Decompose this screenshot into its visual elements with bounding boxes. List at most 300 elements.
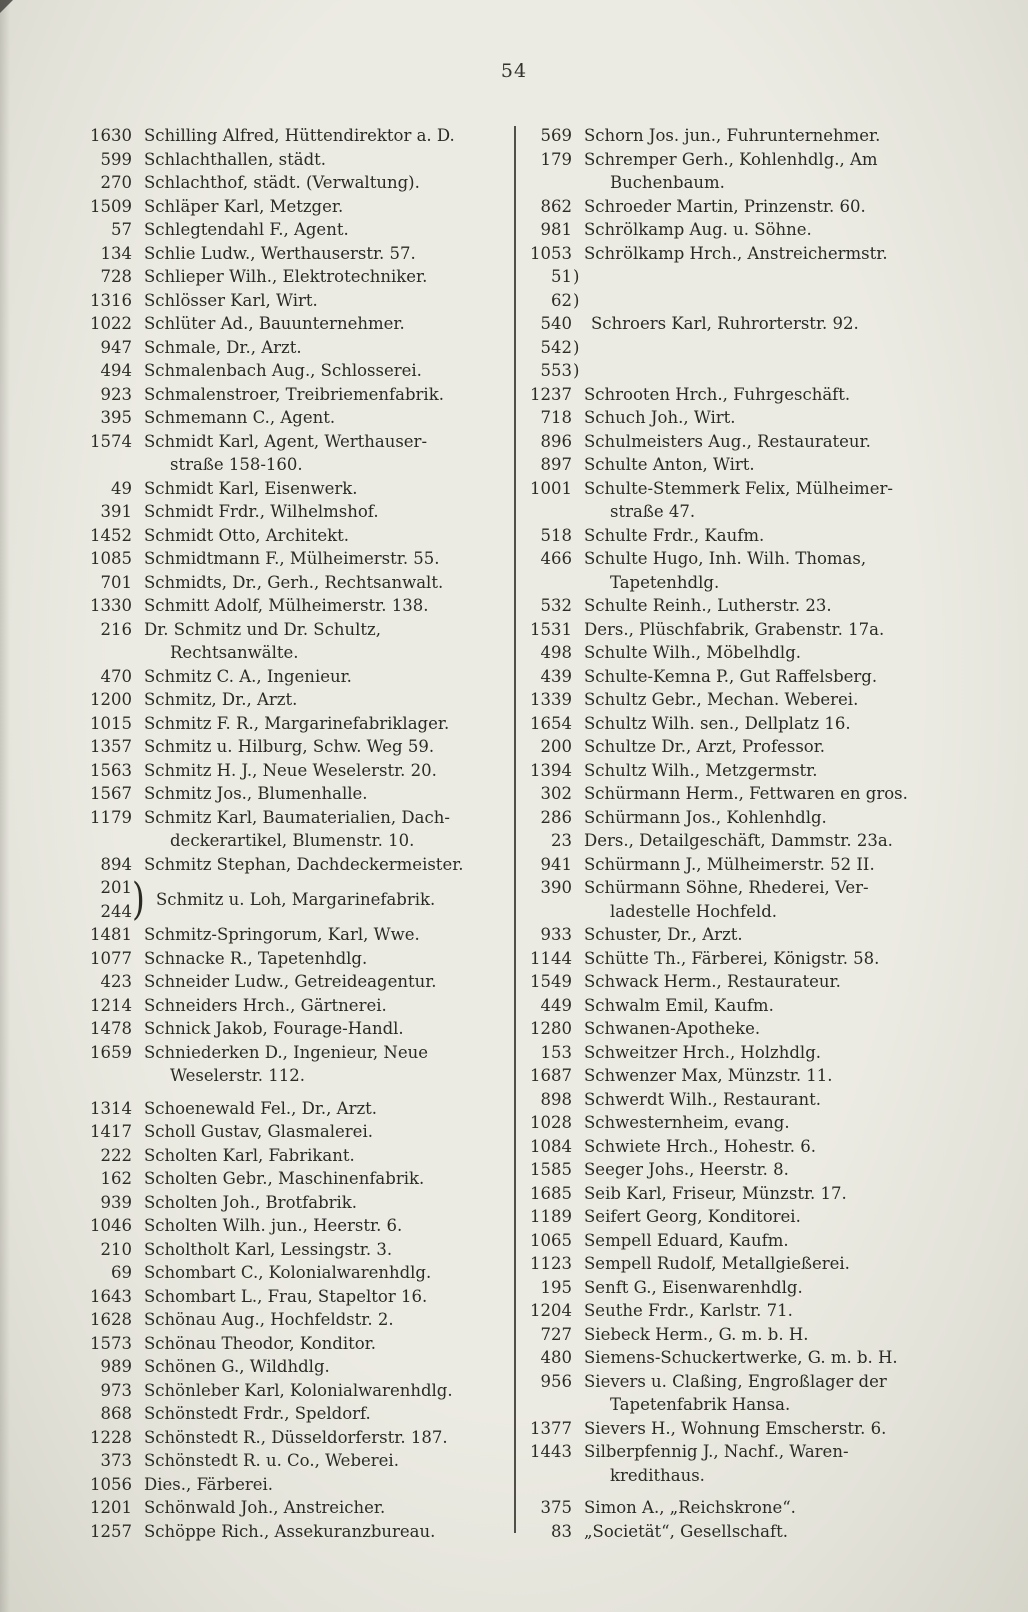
entry-number: 1257	[90, 1521, 132, 1541]
entry-text: Schniederken D., Ingenieur, Neue	[144, 1042, 428, 1062]
entry-text: „Societät“, Gesellschaft.	[584, 1521, 788, 1541]
directory-entry	[524, 876, 1002, 900]
directory-entry	[84, 1167, 512, 1191]
directory-entry	[84, 712, 512, 736]
directory-entry	[84, 336, 512, 360]
brace-mark	[572, 876, 584, 900]
directory-entry	[84, 359, 512, 383]
entry-text: Schlegtendahl F., Agent.	[144, 220, 349, 239]
section-gap	[84, 1088, 512, 1097]
entry-text: Schroers Karl, Ruhrorterstr. 92.	[591, 314, 859, 333]
entry-text: Schläper Karl, Metzger.	[144, 196, 344, 216]
brace-mark	[572, 383, 584, 407]
entry-number	[524, 1393, 572, 1417]
brace-mark	[572, 1393, 584, 1417]
directory-entry	[524, 1182, 1002, 1206]
entry-number: 1628	[90, 1310, 132, 1329]
entry-text: Schultz Wilh. sen., Dellplatz 16.	[584, 713, 851, 733]
directory-entry	[524, 477, 1002, 501]
entry-text: Schönstedt R. u. Co., Weberei.	[144, 1451, 399, 1470]
entry-text: Weselerstr. 112.	[170, 1066, 305, 1085]
entry-number: 391	[100, 502, 132, 521]
directory-entry	[524, 1135, 1002, 1159]
directory-entry	[524, 312, 1002, 336]
entry-text	[584, 289, 1002, 313]
entry-number: 1201	[90, 1498, 132, 1517]
entry-text: Schönstedt R., Düsseldorferstr. 187.	[144, 1427, 448, 1447]
directory-entry	[84, 970, 512, 994]
entry-number: 1659	[90, 1042, 132, 1062]
entry-number: 1563	[90, 760, 132, 780]
directory-entry	[84, 171, 512, 195]
brace-mark	[132, 1496, 144, 1520]
directory-entry	[84, 829, 512, 853]
entry-number: 498	[540, 643, 572, 662]
brace-mark	[132, 1214, 144, 1238]
brace-mark	[572, 829, 584, 853]
entry-number	[84, 453, 132, 477]
entry-text: Schneiders Hrch., Gärtnerei.	[144, 995, 387, 1015]
directory-entry	[84, 1308, 512, 1332]
brace-mark	[572, 688, 584, 712]
entry-number: 62	[551, 290, 572, 310]
entry-text: Schmidt Frdr., Wilhelmshof.	[144, 502, 379, 521]
entry-number: 897	[540, 455, 572, 474]
directory-entry	[84, 218, 512, 242]
directory-entry	[524, 195, 1002, 219]
entry-text: Seuthe Frdr., Karlstr. 71.	[584, 1301, 793, 1320]
entry-text: Schöppe Rich., Assekuranzbureau.	[144, 1521, 436, 1541]
entry-number: 973	[100, 1380, 132, 1400]
brace-mark	[572, 970, 584, 994]
directory-entry	[524, 900, 1002, 924]
directory-entry	[524, 1323, 1002, 1347]
brace-mark	[132, 547, 144, 571]
entry-text: Schmidt Karl, Agent, Werthauser-	[144, 431, 428, 451]
directory-entry	[524, 759, 1002, 783]
entry-number: 981	[540, 220, 572, 239]
brace-mark	[132, 359, 144, 383]
entry-text: Schneider Ludw., Getreideagentur.	[144, 972, 437, 991]
directory-entry	[84, 1120, 512, 1144]
entry-text: Schombart C., Kolonialwarenhdlg.	[144, 1263, 432, 1282]
entry-text: Schultz Gebr., Mechan. Weberei.	[584, 690, 859, 709]
entry-text: Schmitz F. R., Margarinefabriklager.	[144, 713, 450, 733]
directory-entry	[524, 1393, 1002, 1417]
entry-text: Schwiete Hrch., Hohestr. 6.	[584, 1136, 816, 1156]
entry-number: 494	[100, 361, 132, 380]
entry-number	[84, 1064, 132, 1088]
entry-text: Schmitz, Dr., Arzt.	[144, 690, 298, 709]
entry-number: 1687	[530, 1066, 572, 1085]
entry-number: 153	[540, 1042, 572, 1062]
entry-number: 1478	[90, 1019, 132, 1038]
entry-text: Schorn Jos. jun., Fuhrunternehmer.	[584, 126, 881, 145]
entry-number: 69	[111, 1263, 132, 1282]
directory-entry	[524, 1417, 1002, 1441]
directory-entry	[524, 406, 1002, 430]
directory-entry	[524, 265, 1002, 289]
directory-entry	[524, 359, 1002, 383]
brace-mark	[132, 1017, 144, 1041]
brace-mark	[572, 806, 584, 830]
entry-number: 1567	[90, 784, 132, 803]
brace-mark	[572, 406, 584, 430]
directory-entry	[524, 1496, 1002, 1520]
directory-entry	[84, 1473, 512, 1497]
entry-text	[584, 359, 1002, 383]
brace-mark	[572, 665, 584, 689]
entry-number: 1452	[90, 525, 132, 545]
entry-number: 270	[100, 173, 132, 192]
entry-text: Schmidt Karl, Eisenwerk.	[144, 478, 358, 498]
directory-entry	[84, 312, 512, 336]
brace-mark: )	[573, 290, 580, 310]
entry-number: 1237	[530, 384, 572, 404]
entry-text: Schönstedt Frdr., Speldorf.	[144, 1404, 371, 1423]
entry-text: Schulte Wilh., Möbelhdlg.	[584, 643, 802, 662]
directory-entry	[524, 594, 1002, 618]
entry-text: Schoenewald Fel., Dr., Arzt.	[144, 1098, 378, 1118]
entry-number: 956	[540, 1371, 572, 1391]
brace-mark	[132, 688, 144, 712]
directory-entry	[524, 994, 1002, 1018]
entry-text: Schmidt Otto, Architekt.	[144, 525, 349, 545]
directory-entry	[524, 289, 1002, 313]
brace-mark	[132, 1473, 144, 1497]
entry-number: 1077	[90, 948, 132, 968]
entry-text: Tapetenhdlg.	[610, 572, 720, 592]
entry-text: Rechtsanwälte.	[170, 643, 299, 662]
brace-mark	[572, 524, 584, 548]
entry-number: 599	[100, 149, 132, 169]
entry-number: 1443	[530, 1442, 572, 1461]
entry-number	[524, 1464, 572, 1488]
entry-text: Schrölkamp Hrch., Anstreichermstr.	[584, 243, 888, 263]
directory-entry	[84, 124, 512, 148]
brace-mark	[572, 1182, 584, 1206]
entry-number: 1214	[90, 995, 132, 1015]
entry-number: 1022	[90, 314, 132, 333]
entry-number: 1685	[530, 1183, 572, 1203]
entry-number: 179	[540, 149, 572, 169]
brace-mark	[132, 735, 144, 759]
entry-text: Schulmeisters Aug., Restaurateur.	[584, 431, 871, 451]
entry-number: 51	[551, 267, 572, 286]
directory-entry	[84, 383, 512, 407]
brace-mark	[572, 1064, 584, 1088]
directory-entry	[524, 1252, 1002, 1276]
entry-number	[524, 571, 572, 595]
entry-number: 23	[551, 831, 572, 850]
entry-text: Dies., Färberei.	[144, 1474, 274, 1494]
brace-mark	[572, 594, 584, 618]
entry-number: 989	[100, 1357, 132, 1376]
entry-text: Schuster, Dr., Arzt.	[584, 925, 743, 944]
directory-entry	[84, 994, 512, 1018]
right-column	[524, 124, 1002, 1543]
entry-number: 933	[540, 925, 572, 944]
brace-mark: )	[573, 337, 580, 357]
entry-text: straße 47.	[610, 502, 696, 521]
entry-text: Schwesternheim, evang.	[584, 1113, 790, 1132]
brace-mark	[572, 1276, 584, 1300]
brace-mark	[572, 618, 584, 642]
directory-entry	[524, 1041, 1002, 1065]
directory-entry	[84, 735, 512, 759]
entry-text: Sempell Rudolf, Metallgießerei.	[584, 1254, 850, 1273]
entry-text: Senft G., Eisenwarenhdlg.	[584, 1277, 803, 1297]
brace-mark	[572, 782, 584, 806]
directory-entry	[84, 1238, 512, 1262]
entry-text: Silberpfennig J., Nachf., Waren-	[584, 1442, 849, 1461]
brace-mark	[572, 1417, 584, 1441]
brace-mark	[572, 1346, 584, 1370]
entry-number: 1123	[530, 1254, 572, 1273]
directory-entry	[84, 1144, 512, 1168]
entry-number	[524, 500, 572, 524]
entry-number: 1179	[90, 807, 132, 827]
brace-mark	[572, 1229, 584, 1253]
brace-mark	[132, 1520, 144, 1544]
entry-number: 1084	[530, 1136, 572, 1156]
entry-number: 1339	[530, 690, 572, 709]
entry-number: 244	[100, 901, 132, 921]
entry-number: 195	[540, 1277, 572, 1297]
brace-mark	[572, 853, 584, 877]
entry-number: 216	[100, 619, 132, 639]
brace-mark	[132, 1191, 144, 1215]
brace-mark	[132, 1261, 144, 1285]
directory-entry	[524, 1088, 1002, 1112]
entry-text: Siebeck Herm., G. m. b. H.	[584, 1324, 809, 1344]
directory-entry	[84, 500, 512, 524]
directory-entry	[84, 1402, 512, 1426]
entry-number: 286	[540, 807, 572, 827]
entry-number: 532	[540, 596, 572, 615]
entry-text: Schürmann Jos., Kohlenhdlg.	[584, 807, 827, 827]
entry-text: Seeger Johs., Heerstr. 8.	[584, 1160, 789, 1179]
directory-entry	[524, 1111, 1002, 1135]
directory-entry	[524, 500, 1002, 524]
entry-text: Sievers u. Claßing, Engroßlager der	[584, 1371, 887, 1391]
directory-entry	[84, 1520, 512, 1544]
page-number: 54	[500, 60, 528, 82]
entry-number: 83	[551, 1521, 572, 1541]
entry-text: Dr. Schmitz und Dr. Schultz,	[144, 619, 381, 639]
entry-text: Buchenbaum.	[610, 173, 725, 192]
directory-entry	[524, 665, 1002, 689]
directory-entry	[524, 336, 1002, 360]
brace-mark	[572, 1017, 584, 1041]
directory-entry	[84, 1449, 512, 1473]
directory-entry	[84, 1426, 512, 1450]
brace-mark	[132, 947, 144, 971]
brace-mark	[132, 195, 144, 219]
entry-number: 1056	[90, 1474, 132, 1494]
brace-mark	[132, 218, 144, 242]
brace-mark	[132, 594, 144, 618]
entry-text: Scholten Gebr., Maschinenfabrik.	[144, 1169, 425, 1188]
brace-mark	[132, 782, 144, 806]
directory-entry	[84, 759, 512, 783]
directory-entry	[84, 524, 512, 548]
directory-entry	[524, 1370, 1002, 1394]
directory-entry	[524, 1440, 1002, 1464]
directory-entry	[84, 1214, 512, 1238]
entry-text: Seib Karl, Friseur, Münzstr. 17.	[584, 1183, 847, 1203]
entry-text: Scholl Gustav, Glasmalerei.	[144, 1122, 373, 1141]
entry-text: Seifert Georg, Konditorei.	[584, 1207, 801, 1226]
directory-entry	[84, 406, 512, 430]
brace-mark	[572, 759, 584, 783]
brace-mark	[132, 853, 144, 877]
brace-mark	[572, 1205, 584, 1229]
entry-text: Schmidts, Dr., Gerh., Rechtsanwalt.	[144, 572, 444, 592]
brace-mark	[572, 1496, 584, 1520]
entry-number: 57	[111, 220, 132, 239]
entry-number: 1417	[90, 1122, 132, 1141]
brace-mark	[572, 571, 584, 595]
entry-number: 439	[540, 666, 572, 686]
entry-number: 1028	[530, 1113, 572, 1132]
entry-text: ladestelle Hochfeld.	[610, 901, 778, 921]
scan-edge-shadow	[0, 0, 10, 1612]
brace-mark	[572, 712, 584, 736]
entry-number: 200	[540, 737, 572, 756]
brace-mark	[132, 759, 144, 783]
entry-text: deckerartikel, Blumenstr. 10.	[170, 831, 415, 850]
entry-number: 542	[540, 337, 572, 357]
brace-mark	[572, 124, 584, 148]
directory-entry	[524, 735, 1002, 759]
brace-mark	[572, 218, 584, 242]
directory-entry	[524, 970, 1002, 994]
directory-entry	[84, 1285, 512, 1309]
left-column	[84, 124, 512, 1543]
entry-number: 862	[540, 196, 572, 216]
entry-number: 1316	[90, 290, 132, 310]
brace-mark	[132, 1426, 144, 1450]
entry-text: Schilling Alfred, Hüttendirektor a. D.	[144, 126, 455, 145]
entry-number: 1065	[530, 1230, 572, 1250]
entry-text: Schwalm Emil, Kaufm.	[584, 995, 774, 1015]
brace-mark	[132, 641, 144, 665]
brace-mark	[572, 735, 584, 759]
entry-text: Schlüter Ad., Bauunternehmer.	[144, 314, 405, 333]
entry-text: Schlachthallen, städt.	[144, 149, 327, 169]
directory-entry	[524, 383, 1002, 407]
brace-mark	[132, 265, 144, 289]
directory-entry	[84, 594, 512, 618]
brace-mark	[132, 970, 144, 994]
entry-number: 1046	[90, 1216, 132, 1235]
directory-entry	[84, 430, 512, 454]
brace-mark	[572, 148, 584, 172]
entry-number: 1643	[90, 1286, 132, 1306]
directory-entry	[84, 1379, 512, 1403]
entry-text: kredithaus.	[610, 1465, 705, 1485]
entry-number: 727	[540, 1324, 572, 1344]
entry-number: 939	[100, 1192, 132, 1212]
brace-mark	[572, 1041, 584, 1065]
entry-number: 1200	[90, 690, 132, 709]
directory-entry	[84, 195, 512, 219]
entry-text: Schmemann C., Agent.	[144, 408, 336, 427]
entry-number: 210	[100, 1239, 132, 1259]
entry-text: Schombart L., Frau, Stapeltor 16.	[144, 1286, 428, 1306]
directory-entry	[84, 1261, 512, 1285]
brace-mark	[132, 923, 144, 947]
entry-text: Schlie Ludw., Werthauserstr. 57.	[144, 243, 416, 263]
entry-text: Tapetenfabrik Hansa.	[610, 1395, 791, 1414]
brace-mark	[572, 242, 584, 266]
brace-mark	[572, 1370, 584, 1394]
entry-number-stack	[84, 876, 132, 923]
entry-number: 868	[100, 1404, 132, 1423]
entry-text: Schwanen-Apotheke.	[584, 1019, 761, 1038]
directory-entry	[84, 289, 512, 313]
entry-text: Schlachthof, städt. (Verwaltung).	[144, 173, 420, 192]
directory-entry	[524, 1464, 1002, 1488]
entry-text: Scholtholt Karl, Lessingstr. 3.	[144, 1239, 393, 1259]
entry-text: Schwack Herm., Restaurateur.	[584, 972, 841, 991]
brace-mark	[572, 1158, 584, 1182]
entry-number: 1377	[530, 1418, 572, 1438]
entry-number	[84, 829, 132, 853]
brace-mark	[132, 1379, 144, 1403]
brace-mark	[572, 1135, 584, 1159]
entry-number: 1573	[90, 1333, 132, 1353]
brace-mark	[132, 1355, 144, 1379]
directory-entry	[524, 782, 1002, 806]
entry-number: 449	[540, 995, 572, 1015]
entry-number: 395	[100, 408, 132, 427]
brace-mark	[572, 312, 584, 336]
brace-mark	[132, 242, 144, 266]
brace-mark	[572, 1111, 584, 1135]
directory-entry	[84, 665, 512, 689]
entry-number: 390	[540, 878, 572, 897]
brace-mark	[132, 1144, 144, 1168]
brace-mark	[132, 1120, 144, 1144]
brace-mark	[572, 477, 584, 501]
entry-number: 540	[540, 314, 572, 333]
entry-number: 1654	[530, 713, 572, 733]
brace-mark	[132, 1238, 144, 1262]
section-gap	[524, 1487, 1002, 1496]
directory-entry	[524, 218, 1002, 242]
brace-mark	[132, 1167, 144, 1191]
entry-text: Schultze Dr., Arzt, Professor.	[584, 737, 826, 756]
entry-text: Schroeder Martin, Prinzenstr. 60.	[584, 196, 866, 216]
entry-text: Schmitz u. Hilburg, Schw. Weg 59.	[144, 737, 435, 756]
entry-text: Schönleber Karl, Kolonialwarenhdlg.	[144, 1380, 453, 1400]
entry-text: Schmale, Dr., Arzt.	[144, 337, 302, 357]
entry-text: Schütte Th., Färberei, Königstr. 58.	[584, 948, 880, 968]
directory-entry	[524, 688, 1002, 712]
directory-entry	[84, 1496, 512, 1520]
entry-text	[584, 336, 1002, 360]
brace-mark	[132, 806, 144, 830]
entry-number: 894	[100, 854, 132, 874]
brace-mark	[572, 1088, 584, 1112]
directory-entry	[84, 453, 512, 477]
directory-entry	[84, 148, 512, 172]
entry-number: 1189	[530, 1207, 572, 1226]
entry-number: 1585	[530, 1160, 572, 1179]
entry-text: Schrölkamp Aug. u. Söhne.	[584, 220, 812, 239]
